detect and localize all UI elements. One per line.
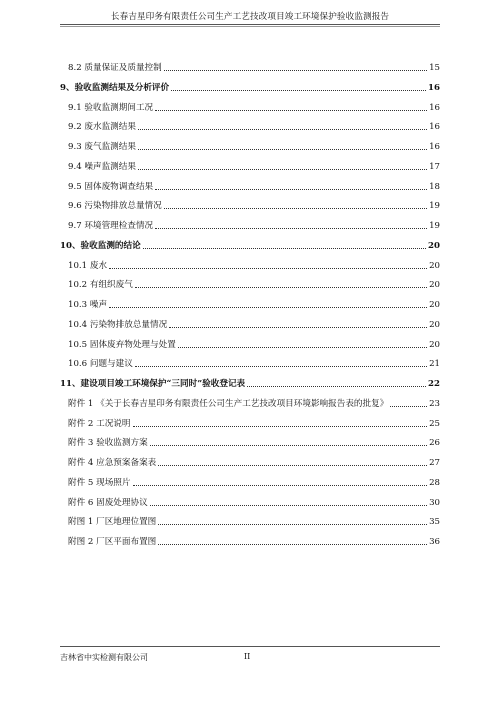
toc-dot-leader — [158, 465, 427, 466]
toc-section-entry[interactable] — [68, 534, 440, 548]
footer-company: 吉林省中实检测有限公司 — [60, 653, 148, 662]
toc-entry-title: 附件 2 工况说明 — [68, 418, 131, 429]
toc-dot-leader — [109, 307, 427, 308]
toc-entry-page: 28 — [429, 477, 440, 488]
toc-entry-title: 附图 2 厂区平面布置图 — [68, 537, 157, 547]
toc-entry-title: 8.2 质量保证及质量控制 — [68, 63, 162, 73]
toc-entry-title: 9.4 噪声监测结果 — [68, 161, 136, 172]
toc-entry-title: 11、建设项目竣工环境保护“三同时”验收登记表 — [60, 379, 246, 389]
toc-entry-page: 35 — [429, 517, 440, 528]
toc-section-entry[interactable] — [68, 455, 440, 469]
toc-entry-title: 9.3 废气监测结果 — [68, 142, 136, 152]
toc-entry-page: 19 — [429, 201, 440, 212]
toc-section-entry[interactable] — [68, 139, 440, 153]
toc-dot-leader — [178, 347, 427, 348]
toc-entry-title: 附件 5 现场照片 — [68, 477, 131, 488]
toc-entry-page: 20 — [429, 260, 440, 271]
toc-entry-title: 10.5 固体废弃物处理与处置 — [68, 339, 176, 350]
toc-entry-page: 16 — [429, 102, 440, 113]
toc-section-entry[interactable] — [68, 356, 440, 370]
toc-entry-title: 9.2 废水监测结果 — [68, 122, 136, 133]
toc-section-entry[interactable] — [68, 100, 440, 114]
toc-dot-leader — [155, 189, 427, 190]
toc-dot-leader — [138, 149, 427, 150]
toc-dot-leader — [164, 70, 427, 71]
toc-entry-page: 15 — [429, 63, 440, 73]
toc-section-entry[interactable] — [68, 337, 440, 351]
toc-entry-title: 附图 1 厂区地理位置图 — [68, 517, 157, 528]
toc-entry-page: 20 — [428, 240, 440, 251]
toc-entry-title: 附件 6 固废处理协议 — [68, 497, 148, 508]
toc-dot-leader — [158, 524, 427, 525]
toc-entry-page: 22 — [428, 379, 440, 389]
toc-dot-leader — [138, 169, 427, 170]
toc-entry-page: 20 — [429, 280, 440, 291]
toc-section-entry[interactable] — [68, 119, 440, 133]
toc-section-entry[interactable] — [68, 495, 440, 509]
toc-section-entry[interactable] — [68, 218, 440, 232]
toc-dot-leader — [155, 228, 427, 229]
toc-dot-leader — [247, 386, 426, 387]
toc-entry-page: 27 — [429, 458, 440, 468]
toc-section-entry[interactable] — [68, 475, 440, 489]
toc-section-entry[interactable] — [68, 159, 440, 173]
toc-section-entry[interactable] — [68, 179, 440, 193]
toc-section-entry[interactable] — [68, 60, 440, 74]
toc-entry-page: 30 — [429, 497, 440, 508]
toc-entry-page: 19 — [429, 221, 440, 231]
toc-entry-page: 16 — [429, 142, 440, 152]
toc-dot-leader — [169, 327, 427, 328]
toc-entry-page: 25 — [429, 418, 440, 429]
toc-dot-leader — [109, 268, 427, 269]
toc-dot-leader — [150, 445, 427, 446]
footer-page-number: II — [244, 652, 251, 661]
toc-dot-leader — [133, 485, 428, 486]
toc-entry-page: 26 — [429, 438, 440, 449]
toc-entry-title: 10.1 废水 — [68, 260, 108, 271]
toc-entry-title: 10.6 问题与建议 — [68, 359, 133, 370]
toc-entry-page: 36 — [429, 537, 440, 547]
toc-entry-title: 9.6 污染物排放总量情况 — [68, 201, 162, 212]
toc-section-entry[interactable] — [68, 435, 440, 449]
toc-entry-page: 16 — [428, 82, 440, 93]
toc-entry-page: 20 — [429, 319, 440, 330]
toc-entry-title: 9、验收监测结果及分析评价 — [60, 82, 170, 93]
toc-chapter-entry[interactable] — [60, 80, 440, 94]
toc-entry-page: 20 — [429, 300, 440, 310]
toc-dot-leader — [135, 287, 427, 288]
toc-dot-leader — [143, 248, 426, 249]
toc-dot-leader — [171, 90, 426, 91]
toc-section-entry[interactable] — [68, 416, 440, 430]
toc-entry-page: 23 — [429, 398, 440, 409]
toc-dot-leader — [150, 505, 427, 506]
toc-section-entry[interactable] — [68, 297, 440, 311]
toc-dot-leader — [133, 426, 428, 427]
toc-entry-page: 16 — [429, 122, 440, 133]
toc-chapter-entry[interactable] — [60, 376, 440, 390]
toc-section-entry[interactable] — [68, 258, 440, 272]
toc-entry-title: 9.7 环境管理检查情况 — [68, 221, 154, 231]
toc-section-entry[interactable] — [68, 198, 440, 212]
toc-dot-leader — [138, 129, 427, 130]
toc-section-entry[interactable] — [68, 396, 440, 410]
toc-chapter-entry[interactable] — [60, 238, 440, 252]
toc-section-entry[interactable] — [68, 277, 440, 291]
toc-section-entry[interactable] — [68, 514, 440, 528]
toc-entry-title: 10.2 有组织废气 — [68, 280, 133, 291]
toc-entry-title: 附件 3 验收监测方案 — [68, 438, 148, 449]
footer-divider — [60, 646, 440, 647]
toc-entry-title: 9.5 固体废物调查结果 — [68, 181, 154, 192]
page-header-title: 长春吉星印务有限责任公司生产工艺技改项目竣工环境保护验收监测报告 — [110, 12, 390, 22]
toc-dot-leader — [155, 110, 427, 111]
toc-entry-title: 附件 4 应急预案备案表 — [68, 458, 157, 468]
toc-entry-page: 18 — [429, 181, 440, 192]
toc-entry-page: 21 — [429, 359, 440, 370]
toc-dot-leader — [164, 208, 427, 209]
toc-entry-title: 10.3 噪声 — [68, 300, 108, 310]
toc-dot-leader — [390, 406, 427, 407]
toc-section-entry[interactable] — [68, 317, 440, 331]
toc-entry-title: 10.4 污染物排放总量情况 — [68, 319, 168, 330]
toc-entry-page: 20 — [429, 339, 440, 350]
toc-entry-page: 17 — [429, 161, 440, 172]
toc-entry-title: 9.1 验收监测期间工况 — [68, 102, 154, 113]
toc-dot-leader — [158, 544, 427, 545]
toc-dot-leader — [135, 366, 427, 367]
toc-entry-title: 附件 1 《关于长春吉星印务有限责任公司生产工艺技改项目环境影响报告表的批复》 — [68, 398, 389, 409]
toc-entry-title: 10、验收监测的结论 — [60, 240, 141, 251]
